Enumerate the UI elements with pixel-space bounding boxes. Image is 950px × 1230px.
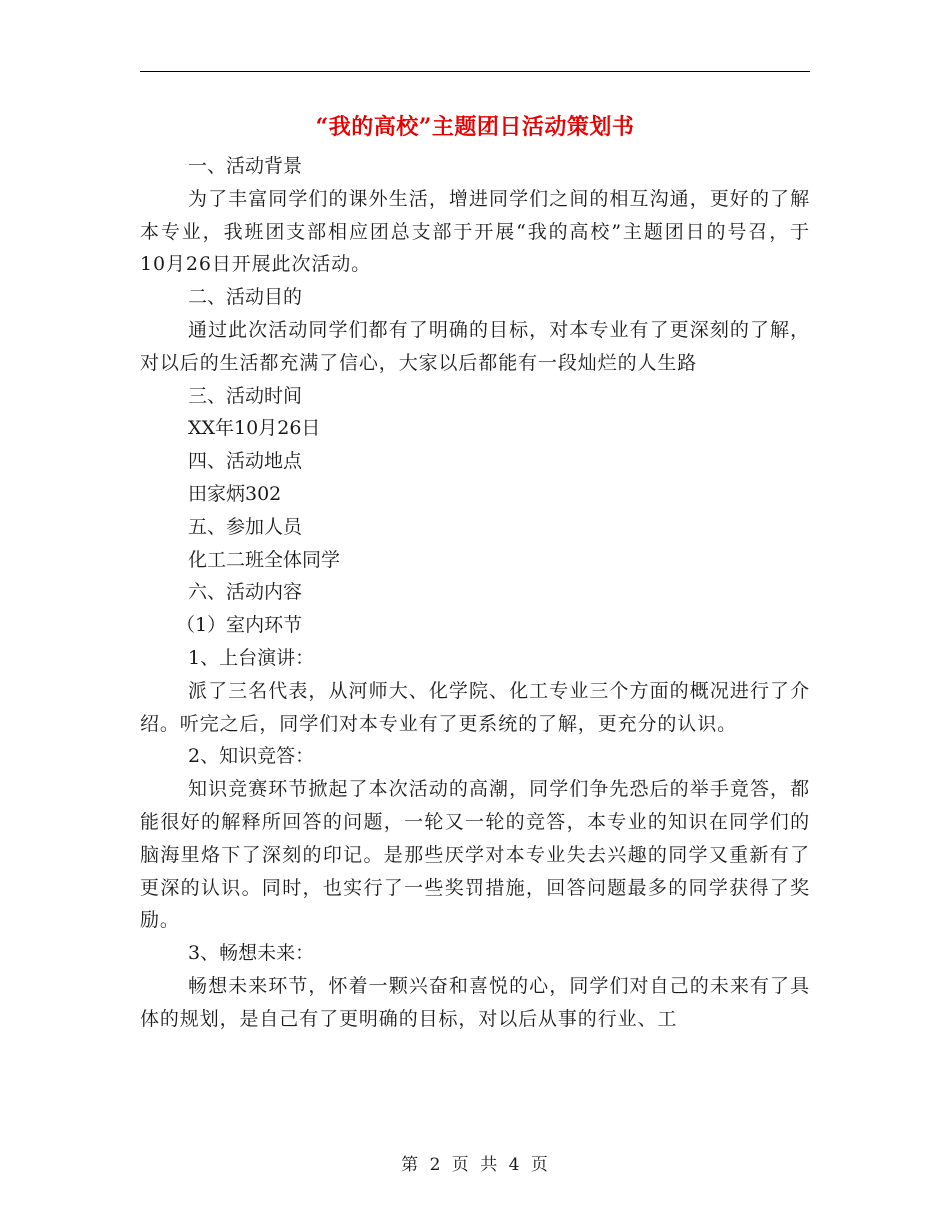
section-heading-location: 四、活动地点: [188, 450, 303, 473]
document-title: “我的高校”主题团日活动策划书: [315, 114, 635, 140]
paragraph-location: 田家炳302: [188, 482, 282, 505]
subsection-indoor: （1）室内环节: [176, 614, 303, 637]
page-number: 第 2 页 共 4 页: [401, 1155, 549, 1175]
section-heading-time: 三、活动时间: [188, 384, 303, 407]
document-body: [140, 150, 810, 1036]
paragraph-purpose: 通过此次活动同学们都有了明确的目标，对本专业有了更深刻的了解，对以后的生活都充满了信心，大家以后都能有一段灿烂的人生路: [140, 318, 810, 374]
paragraph-time: XX年10月26日: [188, 417, 321, 440]
section-heading-purpose: 二、活动目的: [188, 286, 303, 309]
section-heading-participants: 五、参加人员: [188, 515, 303, 538]
paragraph-future: 畅想未来环节，怀着一颗兴奋和喜悦的心，同学们对自己的未来有了具体的规划，是自己有了更明确的目标，对以后从事的行业、工: [140, 974, 810, 1030]
paragraph-participants: 化工二班全体同学: [188, 548, 341, 571]
paragraph-background: 为了丰富同学们的课外生活，增进同学们之间的相互沟通，更好的了解本专业，我班团支部相应团总支部于开展“我的高校”主题团日的号召，于 10月26日开展此次活动。: [140, 187, 810, 276]
section-heading-background: 一、活动背景: [188, 155, 303, 177]
paragraph-quiz: 知识竞赛环节掀起了本次活动的高潮，同学们争先恐后的举手竟答，都能很好的解释所回答的问题，一轮又一轮的竞答，本专业的知识在同学们的脑海里烙下了深刻的印记。是那些厌学对本专业失去兴趣的同学又重新有了更深的认识。同时，也实行了一些奖罚措施，回答问题最多的同学获得了奖励。: [140, 778, 810, 932]
paragraph-speech: 派了三名代表，从河师大、化学院、化工专业三个方面的概况进行了介绍。听完之后，同学们对本专业有了更系统的了解，更充分的认识。: [140, 679, 810, 735]
section-heading-content: 六、活动内容: [188, 581, 303, 604]
header-rule: [140, 71, 810, 72]
item-heading-speech: 1、上台演讲：: [188, 646, 315, 669]
item-heading-quiz: 2、知识竞答：: [188, 745, 315, 768]
item-heading-future: 3、畅想未来：: [188, 942, 315, 965]
